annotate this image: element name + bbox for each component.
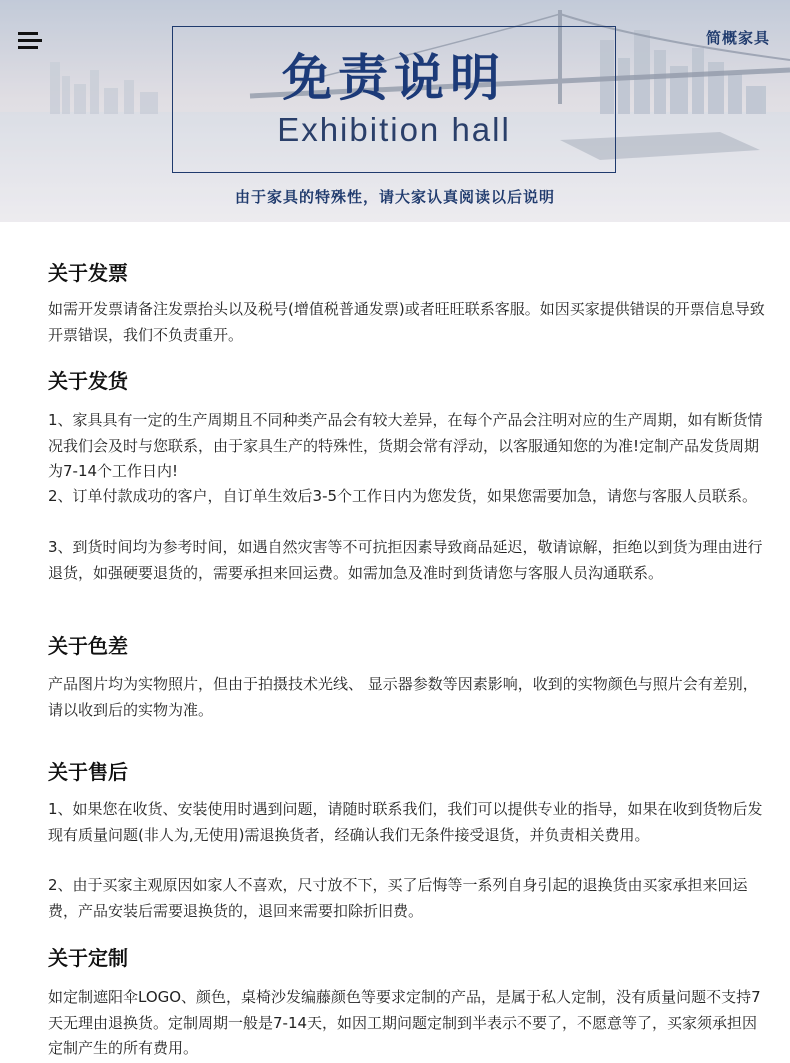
page-title-english: Exhibition hall [277,111,511,148]
section-title-custom: 关于定制 [48,946,128,970]
page-title: 免责说明 [282,49,506,107]
menu-icon[interactable] [18,32,42,52]
section-title-aftersales: 关于售后 [48,760,128,784]
page-subtitle: 由于家具的特殊性，请大家认真阅读以后说明 [234,188,555,206]
section-title-shipping: 关于发货 [48,369,128,393]
section-title-invoice: 关于发票 [48,261,128,285]
header-banner [0,0,790,222]
shipping-paragraph-3: 3、到货时间均为参考时间，如遇自然灾害等不可抗拒因素导致商品延迟，敬请谅解，拒绝以到货为理由进行退货，如强硬要退货的，需要承担来回运费。如需加急及准时到货请您与客服人员沟通联系。 [48,538,763,582]
aftersales-paragraph-2: 2、由于买家主观原因如家人不喜欢，尺寸放不下，买了后悔等一系列自身引起的退换货由买家承担来回运费，产品安装后需要退换货的，退回来需要扣除折旧费。 [48,876,748,920]
aftersales-paragraph-1: 1、如果您在收货、安装使用时遇到问题，请随时联系我们，我们可以提供专业的指导，如果在收到货物后发现有质量问题(非人为,无使用)需退换货者，经确认我们无条件接受退货，并负责相关费用。 [48,800,763,844]
color-paragraph: 产品图片均为实物照片，但由于拍摄技术光线、 显示器参数等因素影响，收到的实物颜色与照片会有差别，请以收到后的实物为准。 [48,675,758,719]
shipping-paragraph-2: 2、订单付款成功的客户，自订单生效后3-5个工作日内为您发货，如果您需要加急，请您与客服人员联系。 [48,487,758,505]
custom-paragraph: 如定制遮阳伞LOGO、颜色，桌椅沙发编藤颜色等要求定制的产品，是属于私人定制，没有质量问题不支持7天无理由退换货。定制周期一般是7-14天，如因工期问题定制到半表示不要了，不愿意等了，买家须承担因定制产生的所有费用。 [48,988,761,1057]
title-frame [172,26,616,173]
shipping-paragraph-1: 1、家具具有一定的生产周期且不同种类产品会有较大差异，在每个产品会注明对应的生产周期，如有断货情况我们会及时与您联系，由于家具生产的特殊性，货期会常有浮动，以客服通知您的为准!定制产品发货周期为7-14个工作日内! [48,411,763,480]
invoice-paragraph: 如需开发票请备注发票抬头以及税号(增值税普通发票)或者旺旺联系客服。如因买家提供错误的开票信息导致开票错误，我们不负责重开。 [48,300,765,344]
section-title-color: 关于色差 [48,634,128,658]
brand-name: 简概家具 [705,29,770,47]
